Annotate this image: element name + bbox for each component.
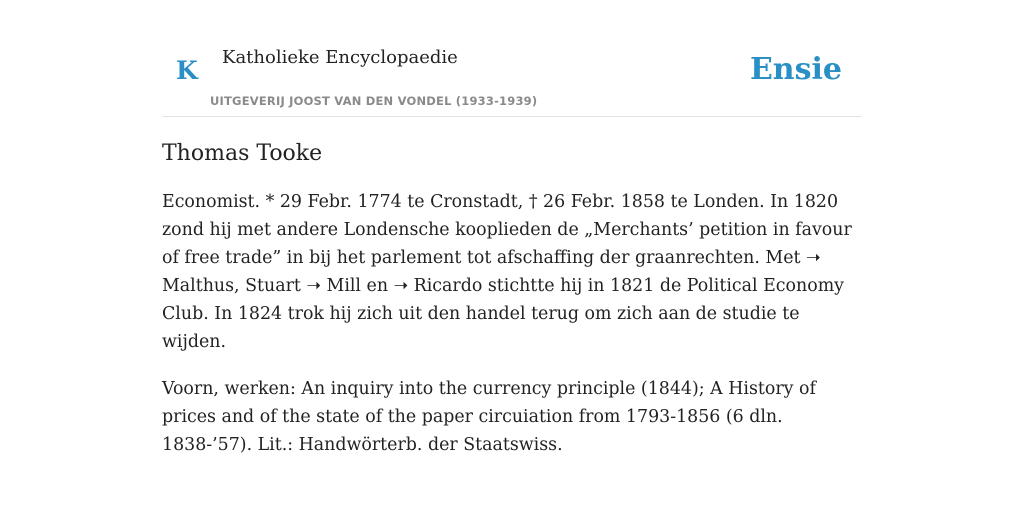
article-paragraph-biography: Economist. * 29 Febr. 1774 te Cronstadt, † 26 Febr. 1858 te Londen. In 1820 zond hij met andere Londensche kooplieden de „Merchants’ petition in favour of free trade” in bij het parlement tot afschaffing der graanrechten. Met ➝ Malthus, Stuart ➝ Mill en ➝ Ricardo stichtte hij in 1821 de Political Economy Club. In 1824 trok hij zich uit den handel terug om zich aan de studie te wijden. — [162, 192, 852, 352]
ensie-logo[interactable]: Ensie — [749, 52, 842, 87]
source-title[interactable]: Katholieke Encyclopaedie — [222, 47, 458, 68]
article-title: Thomas Tooke — [162, 141, 323, 166]
header — [162, 0, 862, 117]
encyclopedia-logo[interactable]: K — [176, 56, 198, 85]
article — [162, 138, 862, 478]
source-publisher: UITGEVERIJ JOOST VAN DEN VONDEL (1933-1939) — [210, 94, 538, 108]
article-paragraph-works: Voorn, werken: An inquiry into the currency principle (1844); A History of prices and of the state of the paper circuiation from 1793-1856 (6 dln. 1838-’57). Lit.: Handwörterb. der Staatswiss. — [162, 379, 816, 455]
